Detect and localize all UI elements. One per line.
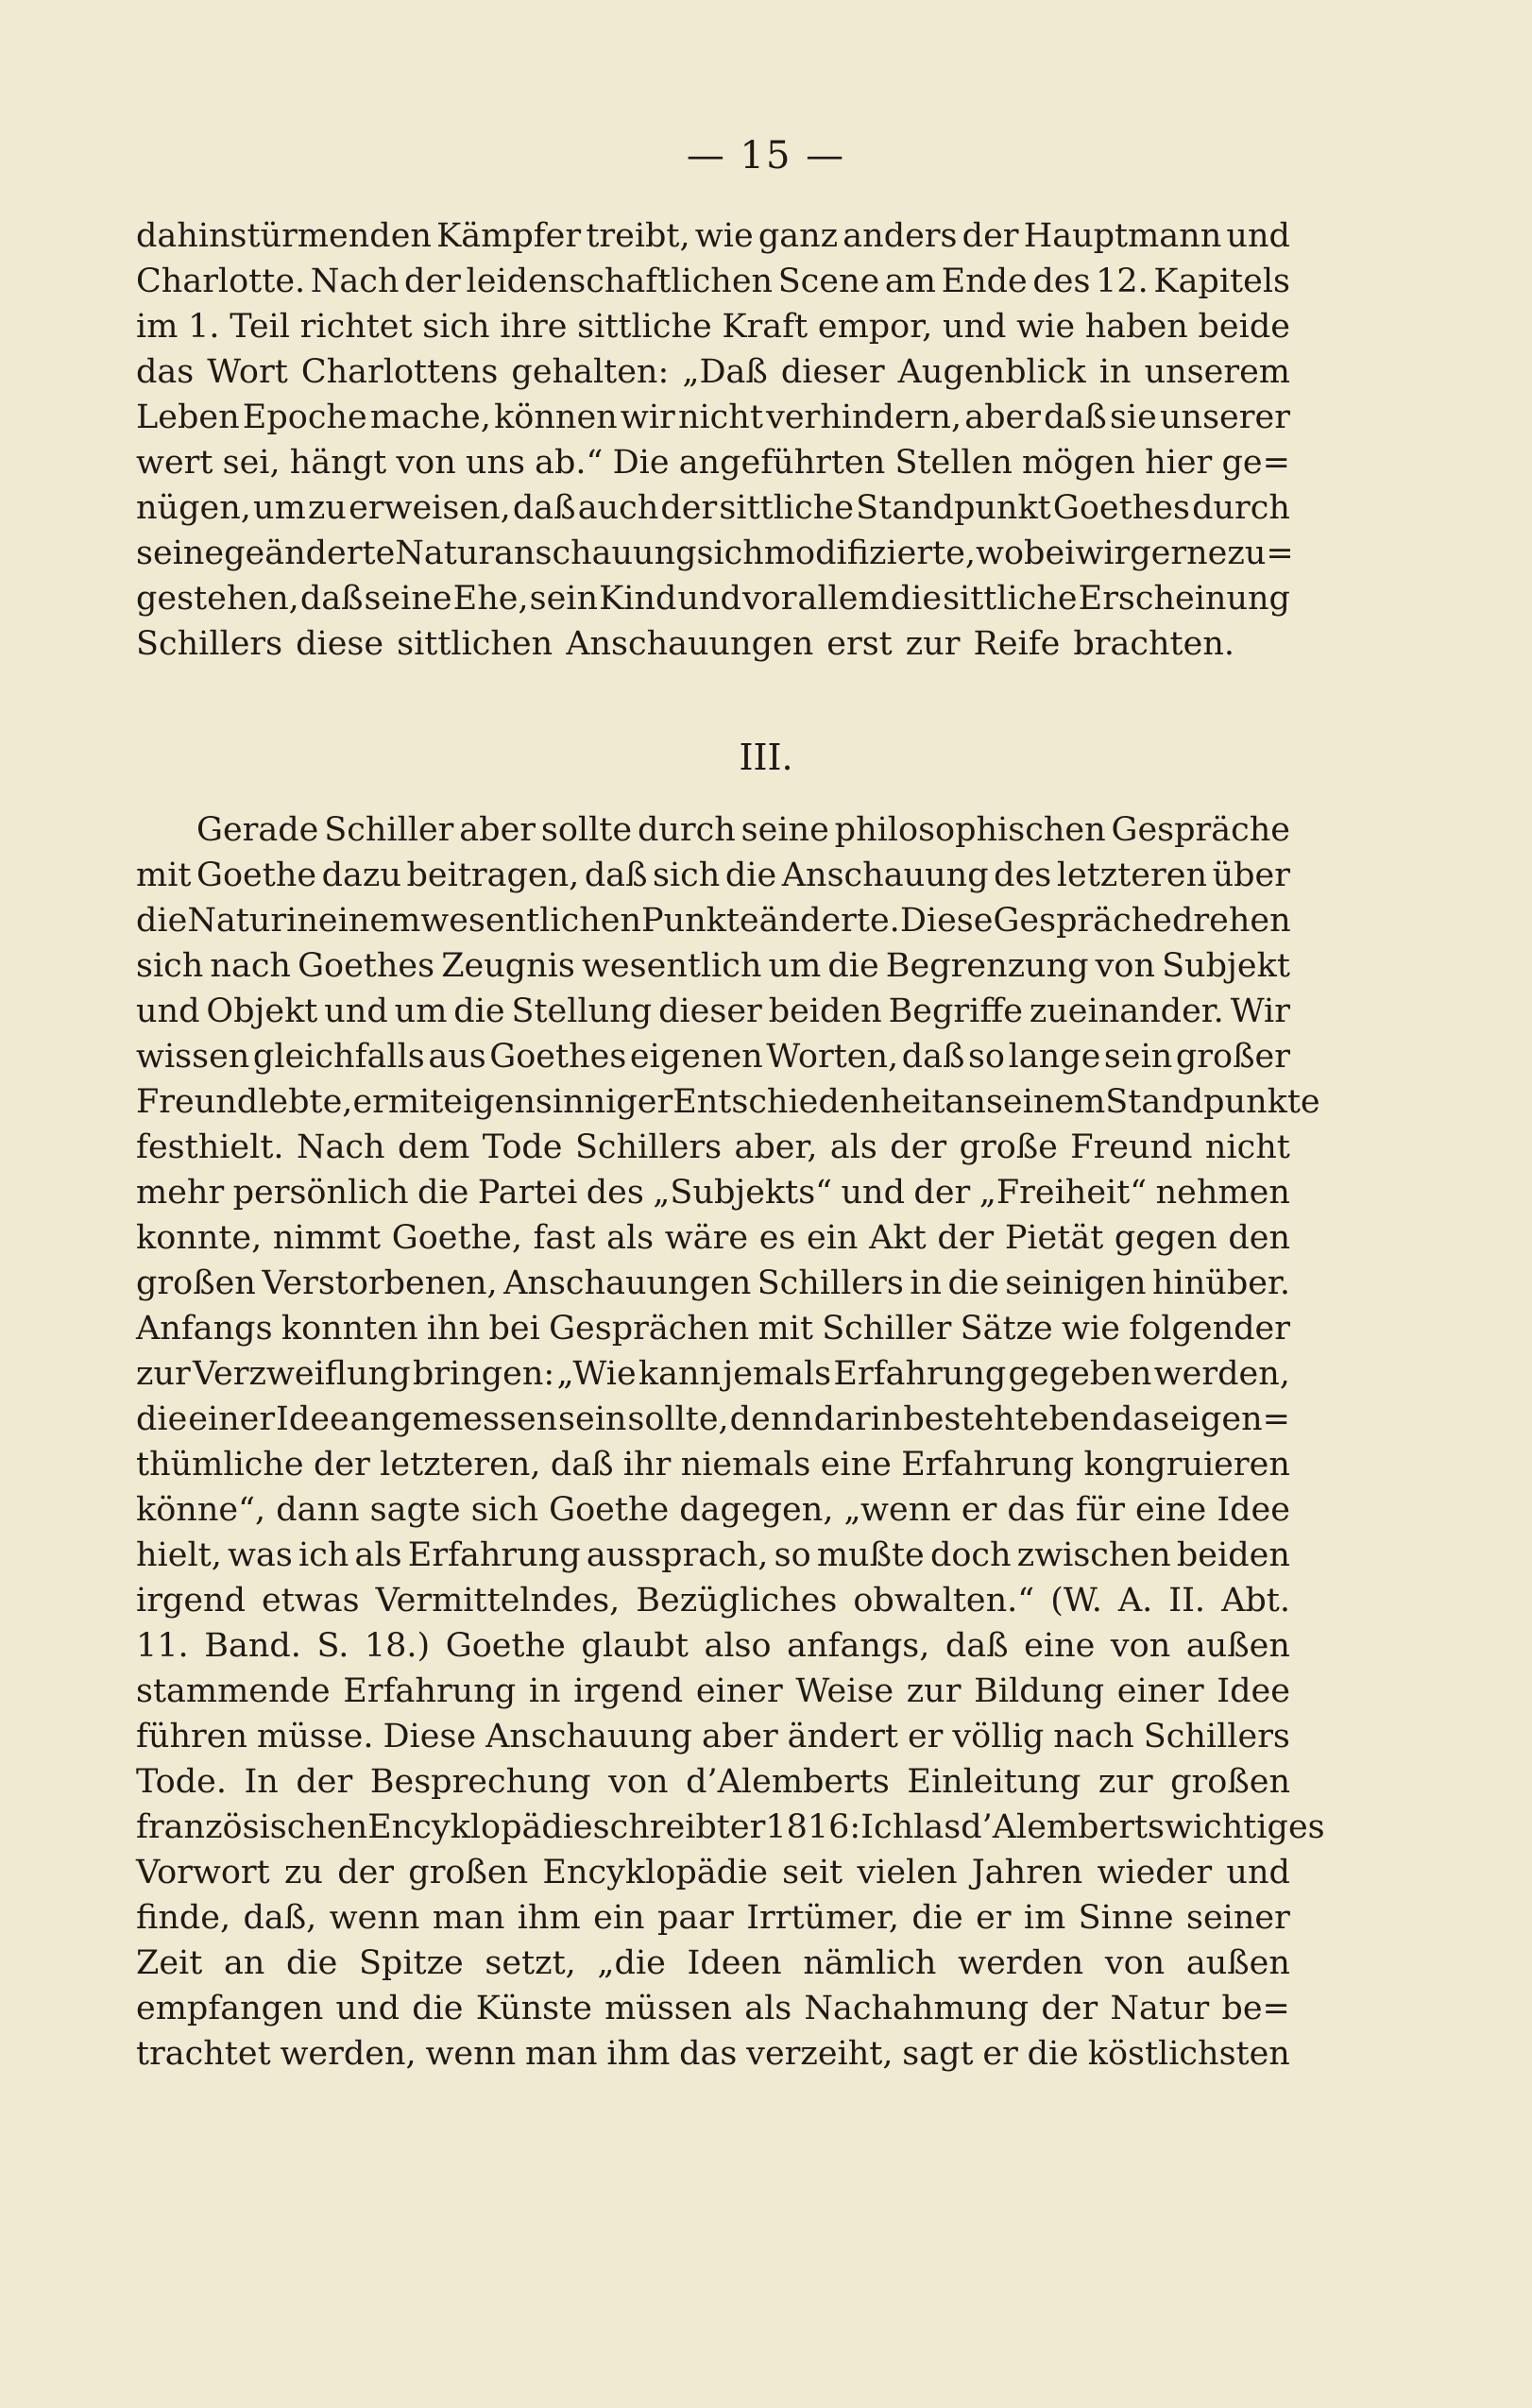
text-line: und Objekt und um die Stellung dieser beiden Begriffe zueinander. Wir [136, 992, 1290, 1030]
text-line: dahinstürmenden Kämpfer treibt, wie ganz anders der Hauptmann und [136, 217, 1290, 255]
text-line: Charlotte. Nach der leidenschaftlichen Scene am Ende des 12. Kapitels [136, 263, 1290, 300]
text-line: trachtet werden, wenn man ihm das verzeiht, sagt er die köstlichsten [136, 2035, 1290, 2073]
text-line: führen müsse. Diese Anschauung aber ändert er völlig nach Schillers [136, 1718, 1290, 1755]
text-line: wissen gleichfalls aus Goethes eigenen Worten, daß so lange sein großer [136, 1038, 1290, 1076]
text-line: Gerade Schiller aber sollte durch seine philosophischen Gespräche [196, 811, 1290, 849]
text-line: irgend etwas Vermittelndes, Bezügliches obwalten.“ (W. A. II. Abt. [136, 1582, 1290, 1619]
text-line: thümliche der letzteren, daß ihr niemals eine Erfahrung kongruieren [136, 1446, 1290, 1484]
text-line: Vorwort zu der großen Encyklopädie seit vielen Jahren wieder und [136, 1854, 1290, 1891]
text-line: die Natur in einem wesentlichen Punkte änderte. Diese Gespräche drehen [136, 902, 1291, 940]
text-line: hielt, was ich als Erfahrung aussprach, so mußte doch zwischen beiden [136, 1536, 1290, 1574]
text-line: nügen, um zu erweisen, daß auch der sittliche Standpunkt Goethes durch [136, 489, 1290, 527]
text-line: mehr persönlich die Partei des „Subjekts“ und der „Freiheit“ nehmen [136, 1174, 1290, 1212]
text-line: festhielt. Nach dem Tode Schillers aber, als der große Freund nicht [136, 1128, 1290, 1166]
text-line: finde, daß, wenn man ihm ein paar Irrtümer, die er im Sinne seiner [136, 1899, 1290, 1937]
text-line: Tode. In der Besprechung von d’Alemberts Einleitung zur großen [136, 1763, 1290, 1801]
text-line: Schillers diese sittlichen Anschauungen erst zur Reife brachten. [136, 625, 1234, 663]
text-line: das Wort Charlottens gehalten: „Daß dieser Augenblick in unserem [136, 353, 1290, 391]
text-line: Zeit an die Spitze setzt, „die Ideen nämlich werden von außen [136, 1944, 1290, 1982]
text-line: großen Verstorbenen, Anschauungen Schillers in die seinigen hinüber. [136, 1264, 1290, 1302]
text-line: könne“, dann sagte sich Goethe dagegen, „wenn er das für eine Idee [136, 1491, 1290, 1529]
text-line: Freund lebte, er mit eigensinniger Entschiedenheit an seinem Standpunkte [136, 1083, 1320, 1121]
text-line: wert sei, hängt von uns ab.“ Die angeführten Stellen mögen hier ge= [136, 444, 1290, 482]
text-line: stammende Erfahrung in irgend einer Weise zur Bildung einer Idee [136, 1672, 1290, 1710]
text-line: Leben Epoche mache, können wir nicht verhindern, aber daß sie unserer [136, 399, 1290, 436]
text-line: empfangen und die Künste müssen als Nachahmung der Natur be= [136, 1990, 1290, 2027]
text-line: zur Verzweiflung bringen: „Wie kann jemals Erfahrung gegeben werden, [136, 1355, 1290, 1393]
text-line: im 1. Teil richtet sich ihre sittliche Kraft empor, und wie haben beide [136, 308, 1290, 346]
text-line: konnte, nimmt Goethe, fast als wäre es ein Akt der Pietät gegen den [136, 1219, 1290, 1257]
paragraph-section-3 [136, 807, 1325, 2077]
paragraph-continued [136, 213, 1294, 667]
page-number: — 15 — [686, 134, 846, 178]
text-line: gestehen, daß seine Ehe, sein Kind und vor allem die sittliche Erscheinung [136, 580, 1290, 618]
text-line: französischen Encyklopädie schreibt er 1816: Ich las d’Alemberts wichtiges [136, 1808, 1325, 1846]
text-line: seine geänderte Naturanschauung sich modifizierte, wobei wir gerne zu= [136, 534, 1294, 572]
text-line: sich nach Goethes Zeugnis wesentlich um die Begrenzung von Subjekt [136, 947, 1290, 985]
text-line: mit Goethe dazu beitragen, daß sich die Anschauung des letzteren über [136, 856, 1290, 894]
text-line: die einer Idee angemessen sein sollte, denn darin besteht eben das eigen= [136, 1400, 1290, 1438]
text-line: Anfangs konnten ihn bei Gesprächen mit Schiller Sätze wie folgender [136, 1310, 1290, 1348]
section-heading: III. [739, 737, 793, 778]
text-line: 11. Band. S. 18.) Goethe glaubt also anfangs, daß eine von außen [136, 1627, 1290, 1665]
